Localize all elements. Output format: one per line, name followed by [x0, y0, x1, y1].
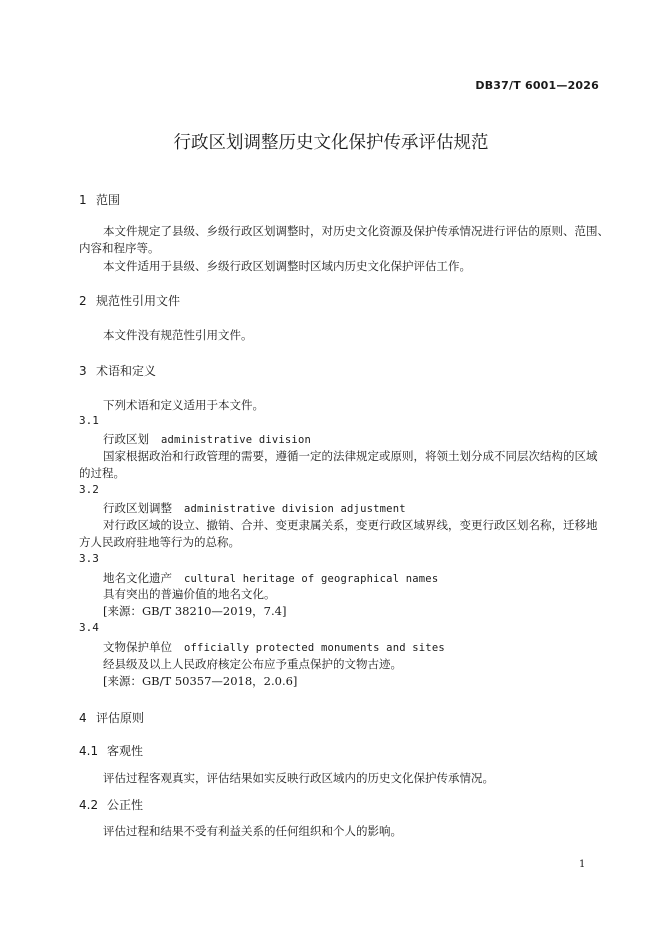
term-chinese: 地名文化遗产 — [103, 571, 172, 585]
paragraph-continued: 内容和程序等。 — [79, 241, 160, 255]
term-english: officially protected monuments and sites — [184, 642, 445, 654]
subsection-number: 4.2 — [79, 798, 99, 812]
term-chinese: 文物保护单位 — [103, 640, 172, 654]
section-4-heading — [79, 709, 144, 726]
document-title: 行政区划调整历史文化保护传承评估规范 — [173, 133, 489, 153]
subsection-title: 客观性 — [107, 744, 144, 758]
paragraph: 本文件没有规范性引用文件。 — [103, 328, 253, 342]
section-title: 评估原则 — [96, 711, 145, 725]
section-number: 2 — [79, 294, 87, 308]
paragraph: 评估过程客观真实，评估结果如实反映行政区域内的历史文化保护传承情况。 — [103, 771, 494, 785]
term-source: [来源：GB/T 38210—2019，7.4] — [103, 604, 287, 618]
section-title: 规范性引用文件 — [96, 294, 181, 308]
paragraph: 本文件规定了县级、乡级行政区划调整时，对历史文化资源及保护传承情况进行评估的原则、范围、 — [103, 224, 609, 238]
section-3-heading — [79, 362, 156, 379]
paragraph: 下列术语和定义适用于本文件。 — [103, 398, 264, 412]
subsection-4-1-heading — [79, 742, 143, 759]
term-entry — [103, 639, 445, 655]
term-number: 3.3 — [79, 552, 99, 565]
term-source: [来源：GB/T 50357—2018，2.0.6] — [103, 674, 298, 688]
section-1-heading — [79, 191, 120, 208]
term-english: administrative division — [161, 434, 311, 446]
term-english: administrative division adjustment — [184, 503, 406, 515]
term-number: 3.4 — [79, 621, 99, 634]
term-definition: 经县级及以上人民政府核定公布应予重点保护的文物古迹。 — [103, 657, 402, 671]
term-chinese: 行政区划调整 — [103, 501, 172, 515]
section-number: 3 — [79, 364, 87, 378]
standard-number: DB37/T 6001—2026 — [475, 79, 599, 92]
term-definition: 具有突出的普遍价值的地名文化。 — [103, 587, 276, 601]
term-definition-continued: 的过程。 — [79, 466, 125, 480]
subsection-number: 4.1 — [79, 744, 99, 758]
term-entry — [103, 500, 406, 516]
section-title: 范围 — [96, 193, 121, 207]
section-title: 术语和定义 — [96, 364, 157, 378]
term-english: cultural heritage of geographical names — [184, 573, 439, 585]
term-number: 3.2 — [79, 483, 99, 496]
section-number: 1 — [79, 193, 87, 207]
term-entry — [103, 570, 438, 586]
term-chinese: 行政区划 — [103, 432, 149, 446]
term-number: 3.1 — [79, 414, 99, 427]
term-entry — [103, 431, 311, 447]
section-number: 4 — [79, 711, 87, 725]
paragraph: 评估过程和结果不受有利益关系的任何组织和个人的影响。 — [103, 824, 402, 838]
term-definition: 对行政区域的设立、撤销、合并、变更隶属关系，变更行政区域界线，变更行政区划名称，迁移地 — [103, 518, 598, 532]
term-definition-continued: 方人民政府驻地等行为的总称。 — [79, 535, 240, 549]
section-2-heading — [79, 292, 180, 309]
page-number: 1 — [579, 859, 586, 870]
subsection-title: 公正性 — [107, 798, 144, 812]
paragraph: 本文件适用于县级、乡级行政区划调整时区域内历史文化保护评估工作。 — [103, 259, 471, 273]
subsection-4-2-heading — [79, 796, 143, 813]
term-definition: 国家根据政治和行政管理的需要，遵循一定的法律规定或原则，将领土划分成不同层次结构的区域 — [103, 449, 598, 463]
